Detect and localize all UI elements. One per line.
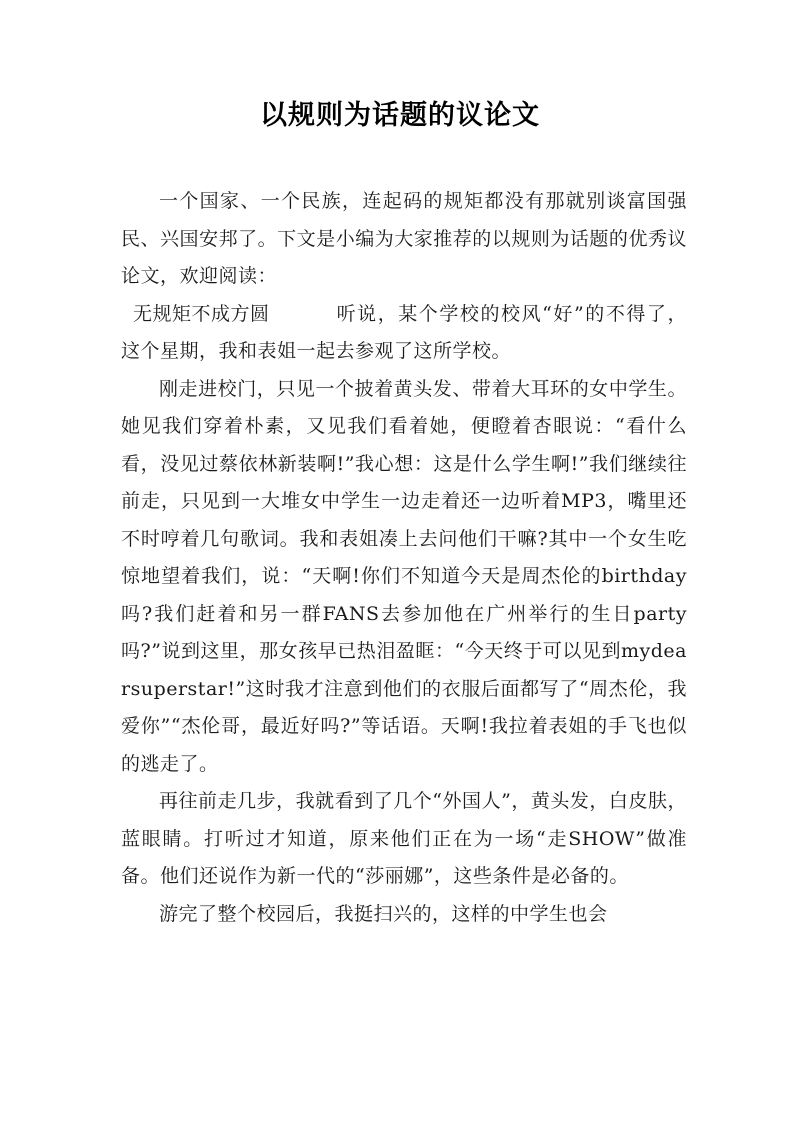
body-paragraph: 刚走进校门，只见一个披着黄头发、带着大耳环的女中学生。她见我们穿着朴素，又见我们看着她，便瞪着杏眼说：“看什么看，没见过蔡依林新装啊!”我心想：这是什么学生啊!”我们继续往前走，只见到一大堆女中学生一边走着还一边听着MP3，嘴里还不时哼着几句歌词。我和表姐凑上去问他们干嘛?其中一个女生吃惊地望着我们，说：“天啊!你们不知道今天是周杰伦的birthday吗?我们赶着和另一群FANS去参加他在广州举行的生日party吗?”说到这里，那女孩早已热泪盈眶：“今天终于可以见到mydearsuperstar!”这时我才注意到他们的衣服后面都写了“周杰伦，我爱你”“杰伦哥，最近好吗?”等话语。天啊!我拉着表姐的手飞也似的逃走了。 [121, 377, 687, 775]
essay-opening-text: 听说，某个学校的校风“好”的不得了，这个星期，我和表姐一起去参观了这所学校。 [121, 302, 687, 362]
body-paragraph: 游完了整个校园后，我挺扫兴的，这样的中学生也会 [159, 902, 608, 925]
body-paragraph: 再往前走几步，我就看到了几个“外国人”，黄头发，白皮肤，蓝眼睛。打听过才知道，原来他们正在为一场“走SHOW”做准备。他们还说作为新一代的“莎丽娜”，这些条件是必备的。 [121, 790, 687, 887]
document-title: 以规则为话题的议论文 [260, 100, 540, 131]
essay-heading: 无规矩不成方圆 [133, 302, 270, 325]
intro-paragraph: 一个国家、一个民族，连起码的规矩都没有那就别谈富国强民、兴国安邦了。下文是小编为大家推荐的以规则为话题的优秀议论文，欢迎阅读： [121, 190, 687, 287]
document-body [121, 183, 687, 933]
essay-opening-paragraph [121, 296, 687, 371]
